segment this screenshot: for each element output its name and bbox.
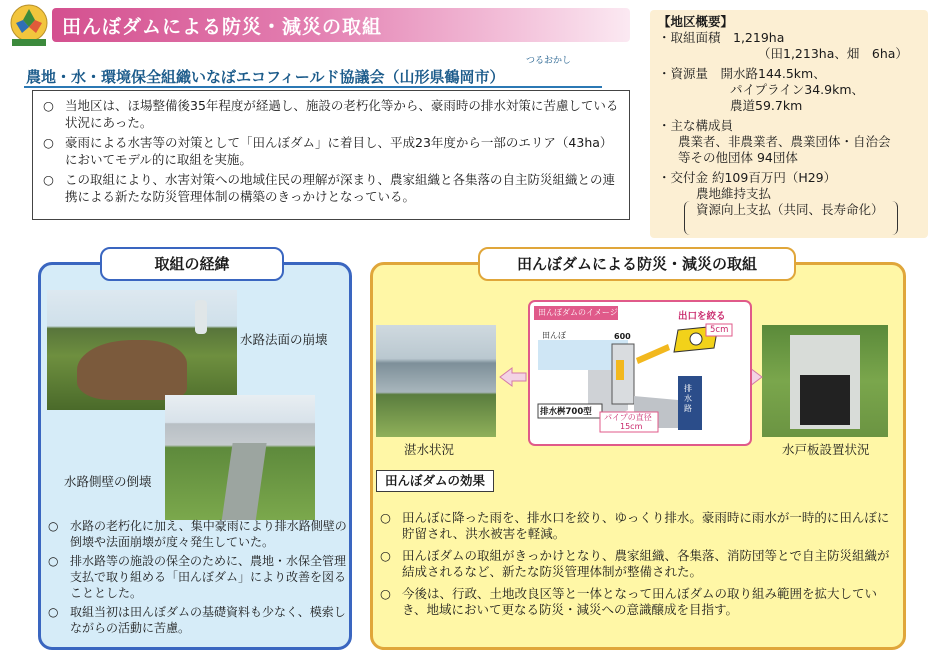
effect-heading: 田んぼダムの効果 xyxy=(376,470,494,492)
sidewall-collapse-photo xyxy=(165,395,315,520)
slope-collapse-photo xyxy=(47,290,237,410)
grant-bracket xyxy=(684,201,898,235)
bullet-text: 水路の老朽化に加え、集中豪雨により排水路側壁の倒壊や法面崩壊が度々発生していた。 xyxy=(70,519,347,549)
overview-resources: ・資源量 開水路144.5km、 xyxy=(658,66,826,81)
diagram-paddy-label: 田んぼ xyxy=(542,331,566,340)
bullet-text: 当地区は、ほ場整備後35年程度が経過し、施設の老朽化等から、豪雨時の排水対策に苦慮している状況にあった。 xyxy=(65,98,619,130)
overview-pipeline: パイプライン34.9km、 xyxy=(730,82,864,97)
bullet-mark: ○ xyxy=(48,519,59,533)
bullet-text: 田んぼに降った雨を、排水口を絞り、ゆっくり排水。豪雨時に雨水が一時的に田んぼに貯留され、洪水被害を軽減。 xyxy=(402,510,890,541)
weir-board-photo xyxy=(762,325,888,437)
bullet-mark: ○ xyxy=(43,135,54,150)
overview-members: ・主な構成員 xyxy=(658,118,734,133)
title-banner xyxy=(52,8,630,42)
organization-logo xyxy=(6,3,52,47)
flooded-field-caption: 湛水状況 xyxy=(404,442,455,457)
paddy-dam-diagram xyxy=(528,300,752,446)
bullet-mark: ○ xyxy=(48,605,59,619)
bullet-text: 田んぼダムの取組がきっかけとなり、農家組織、各集落、消防団等とで自主防災組織が結成されるなど、新たな防災管理体制が整備された。 xyxy=(402,548,890,579)
bullet-mark: ○ xyxy=(48,554,59,568)
page-title: 田んぼダムによる防災・減災の取組 xyxy=(62,16,383,38)
history-bullet xyxy=(48,553,348,601)
paddy-dam-panel-title: 田んぼダムによる防災・減災の取組 xyxy=(478,247,796,281)
intro-bullet xyxy=(43,134,619,168)
history-bullet xyxy=(48,604,348,636)
bullet-text: 取組当初は田んぼダムの基礎資料も少なく、模索しながらの活動に苦慮。 xyxy=(70,605,346,635)
bullet-text: 排水路等の施設の保全のために、農地・水保全管理支払で取り組める「田んぼダム」により改善を図ることとした。 xyxy=(70,554,347,600)
bullet-text: 豪雨による水害等の対策として「田んぼダム」に着目し、平成23年度から一部のエリア（43ha）においてモデル的に取組を実施。 xyxy=(65,135,613,167)
intro-bullet xyxy=(43,97,619,131)
overview-members-2: 等その他団体 94団体 xyxy=(678,150,798,165)
overview-heading: 【地区概要】 xyxy=(658,14,734,29)
overview-area-detail: （田1,213ha、畑 6ha） xyxy=(758,46,908,61)
diagram-pipe-size: 15cm xyxy=(620,422,643,431)
overview-road: 農道59.7km xyxy=(730,98,803,113)
bullet-mark: ○ xyxy=(43,172,54,187)
slope-collapse-caption: 水路法面の崩壊 xyxy=(240,332,328,347)
bullet-text: 今後は、行政、土地改良区等と一体となって田んぼダムの取り組み範囲を拡大していき、地域において更なる防災・減災への意識醸成を目指す。 xyxy=(402,586,878,617)
diagram-outlet-label: 出口を絞る xyxy=(678,311,726,322)
history-bullet xyxy=(48,518,348,550)
overview-members-1: 農業者、非農業者、農業団体・自治会 xyxy=(678,134,891,149)
diagram-5cm-label: 5cm xyxy=(710,325,729,335)
intro-bullet xyxy=(43,171,619,205)
effect-bullet xyxy=(380,586,900,618)
history-panel-title: 取組の経緯 xyxy=(100,247,284,281)
history-bullets xyxy=(48,518,348,639)
flooded-field-photo xyxy=(376,325,496,437)
overview-area: ・取組面積 1,219ha xyxy=(658,30,785,45)
effect-bullets xyxy=(380,510,900,621)
bullet-mark: ○ xyxy=(380,586,391,601)
place-name-reading: つるおかし xyxy=(526,56,572,66)
bullet-mark: ○ xyxy=(43,98,54,113)
diagram-600-label: 600 xyxy=(614,332,631,341)
diagram-title: 田んぼダムのイメージ xyxy=(538,308,618,317)
sidewall-collapse-caption: 水路側壁の倒壊 xyxy=(64,474,152,489)
organization-name: 農地・水・環境保全組織いなぼエコフィールド協議会（山形県鶴岡市） xyxy=(26,68,505,86)
intro-box xyxy=(32,90,630,220)
weir-board-caption: 水戸板設置状況 xyxy=(782,442,870,457)
bullet-mark: ○ xyxy=(380,510,391,525)
diagram-drain-label: 排水路 xyxy=(684,384,692,413)
overview-grant-1: 農地維持支払 xyxy=(696,186,772,201)
bullet-mark: ○ xyxy=(380,548,391,563)
effect-bullet xyxy=(380,548,900,580)
effect-bullet xyxy=(380,510,900,542)
bullet-text: この取組により、水害対策への地域住民の理解が深まり、農家組織と各集落の自主防災組織との連携による新たな防災管理体制の構築のきっかけとなっている。 xyxy=(65,172,616,204)
diagram-box-label: 排水桝700型 xyxy=(540,407,592,417)
overview-grant-2: 資源向上支払（共同、長寿命化） xyxy=(696,202,884,217)
org-underline xyxy=(24,86,602,88)
diagram-pipe-label: パイプの直径 xyxy=(604,413,652,422)
arrow-left-icon xyxy=(498,366,528,388)
overview-grant: ・交付金 約109百万円（H29） xyxy=(658,170,837,185)
